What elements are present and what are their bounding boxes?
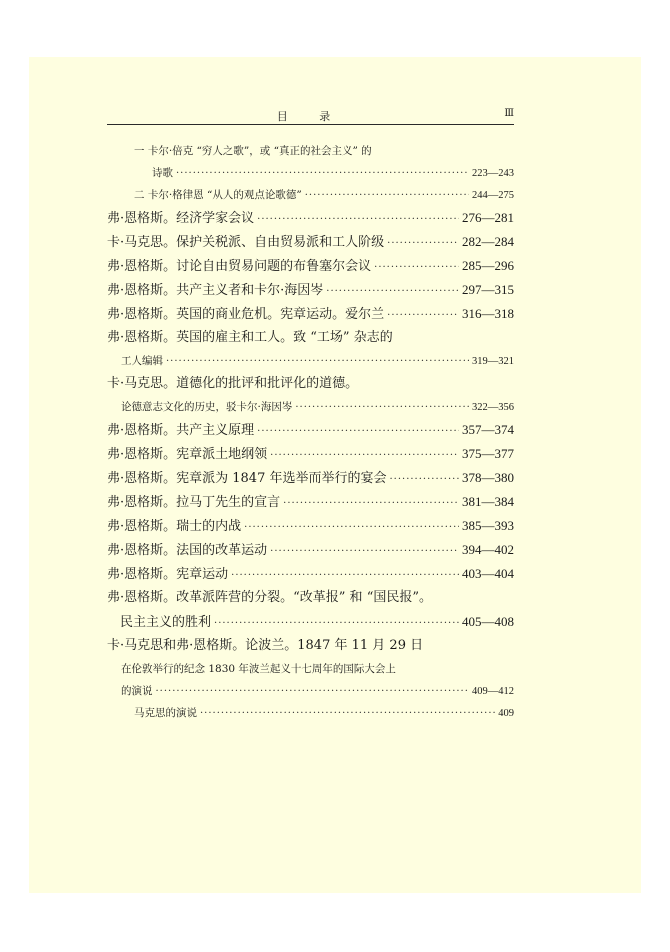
toc-entry-title: 弗·恩格斯。拉马丁先生的宣言 [107,495,281,510]
toc-entry-title: 弗·恩格斯。共产主义者和卡尔·海因岑 [107,283,324,298]
toc-entry [107,350,514,372]
toc-entry-pages: 223—243 [472,168,514,179]
toc-entry-pages: 405—408 [462,614,514,629]
dot-leader [387,304,459,328]
toc-entry-pages: 319—321 [472,356,514,367]
toc-entry-pages: 385—393 [462,518,514,533]
toc-entry-pages: 409—412 [472,686,514,697]
dot-leader [244,516,459,540]
toc-entry-pages: 357—374 [462,422,514,437]
toc-entry-title: 弗·恩格斯。讨论自由贸易问题的布鲁塞尔会议 [107,259,372,274]
toc-entry-title: 弗·恩格斯。瑞士的内战 [107,519,242,534]
toc-entry-title: 弗·恩格斯。英国的雇主和工人。致 “工场” 杂志的 [107,330,393,345]
dot-leader [156,681,470,703]
dot-leader [166,351,469,373]
toc-entry [107,658,514,680]
toc-entry [107,680,514,702]
toc-entry-pages: 316—318 [462,306,514,321]
toc-entry-title: 弗·恩格斯。经济学家会议 [107,211,255,226]
dot-leader [214,612,459,636]
toc-entry-pages: 282—284 [462,234,514,249]
toc-entry-title: 卡·马克思。道德化的批评和批评化的道德。 [107,376,359,391]
toc-entry [107,562,514,586]
dot-leader [305,185,469,207]
toc-entry-title: 弗·恩格斯。宪章派土地纲领 [107,447,268,462]
toc-entry [107,610,514,634]
toc-entry-pages: 276—281 [462,210,514,225]
toc-entry [107,254,514,278]
dot-leader [200,703,495,725]
toc-entry [107,634,514,658]
toc-entry [107,538,514,562]
toc-entry-pages: 409 [498,708,514,719]
toc-entry [107,326,514,350]
toc-entry [107,442,514,466]
toc-entry [107,418,514,442]
toc-entry-pages: 375—377 [462,446,514,461]
toc-entry-pages: 403—404 [462,566,514,581]
toc-entry [107,586,514,610]
toc-entry [107,302,514,326]
dot-leader [283,492,459,516]
table-of-contents [107,140,514,724]
toc-entry [107,184,514,206]
toc-entry [107,372,514,396]
dot-leader [374,256,459,280]
dot-leader [295,397,469,419]
dot-leader [231,564,459,588]
dot-leader [326,280,459,304]
toc-entry-pages: 394—402 [462,542,514,557]
header-page-number: Ⅲ [504,108,514,119]
toc-entry-title: 卡·马克思。保护关税派、自由贸易派和工人阶级 [107,235,385,250]
toc-entry [107,466,514,490]
toc-entry-pages: 381—384 [462,494,514,509]
running-header [107,104,514,125]
toc-entry-pages: 244—275 [472,190,514,201]
toc-entry [107,140,514,162]
toc-entry-title: 弗·恩格斯。英国的商业危机。宪章运动。爱尔兰 [107,307,385,322]
toc-entry [107,396,514,418]
dot-leader [270,444,459,468]
dot-leader [257,420,459,444]
toc-entry-title: 民主主义的胜利 [120,615,212,630]
toc-entry-title: 马克思的演说 [134,707,197,719]
dot-leader [257,208,459,232]
toc-entry [107,490,514,514]
toc-entry [107,514,514,538]
dot-leader [270,540,459,564]
toc-entry-title: 诗歌 [152,167,173,179]
toc-entry [107,278,514,302]
toc-entry [107,206,514,230]
toc-entry-title: 卡·马克思和弗·恩格斯。论波兰。1847 年 11 月 29 日 [107,638,424,653]
toc-entry-title: 论德意志文化的历史，驳卡尔·海因岑 [121,401,293,413]
toc-entry-title: 弗·恩格斯。宪章运动 [107,567,229,582]
toc-entry-title: 二 卡尔·格律恩 “从人的观点论歌德” [134,189,302,201]
header-title: 目 录 [276,110,345,123]
toc-entry-title: 工人编辑 [121,355,163,367]
toc-entry-pages: 378—380 [462,470,514,485]
toc-entry-title: 弗·恩格斯。宪章派为 1847 年选举而举行的宴会 [107,471,387,486]
toc-entry [107,702,514,724]
toc-entry-title: 弗·恩格斯。共产主义原理 [107,423,255,438]
toc-entry-title: 一 卡尔·倍克 “穷人之歌”，或 “真正的社会主义” 的 [134,145,372,157]
toc-entry-pages: 322—356 [472,402,514,413]
toc-entry-title: 弗·恩格斯。改革派阵营的分裂。“改革报” 和 “国民报”。 [107,590,432,605]
toc-entry-title: 的演说 [121,685,153,697]
toc-entry [107,230,514,254]
toc-entry-title: 在伦敦举行的纪念 1830 年波兰起义十七周年的国际大会上 [121,663,396,675]
dot-leader [176,163,469,185]
toc-entry [107,162,514,184]
toc-entry-title: 弗·恩格斯。法国的改革运动 [107,543,268,558]
toc-entry-pages: 297—315 [462,282,514,297]
dot-leader [387,232,459,256]
toc-entry-pages: 285—296 [462,258,514,273]
dot-leader [389,468,459,492]
